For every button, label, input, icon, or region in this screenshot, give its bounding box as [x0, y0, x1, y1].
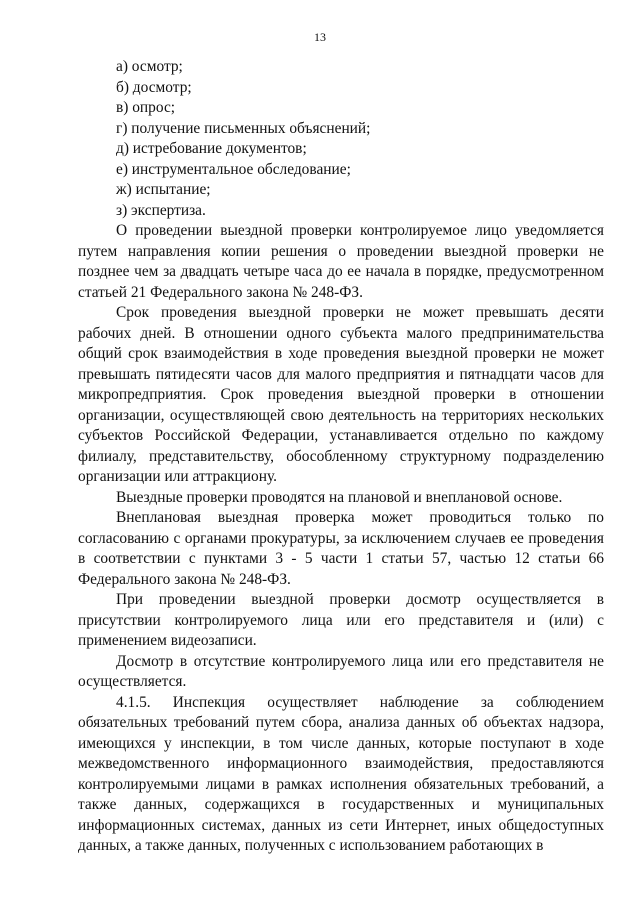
paragraph-4-1-5: 4.1.5. Инспекция осуществляет наблюдение за соблюдением обязательных требований путем сбора, анализа данных об объектах надзора, имеющихся у инспекции, в том числе данных, которые поступают в ходе межведомственного информационного взаимодействия, предоставляются контролируемыми лицами в рамках исполнения обязательных требований, а также данных, содержащихся в государственных и муниципальных информационных системах, данных из сети Интернет, иных общедоступных данных, а также данных, полученных с использованием работающих в [78, 693, 604, 854]
page-number: 13 [314, 30, 326, 44]
list-item-document-request: д) истребование документов; [116, 140, 307, 157]
paragraph-basis: Выездные проверки проводятся на плановой и внеплановой основе. [116, 488, 563, 506]
list-item-instrumental-examination: е) инструментальное обследование; [116, 160, 351, 178]
list-item-written-explanations: г) получение письменных объяснений; [116, 119, 371, 137]
list-item-interview: в) опрос; [116, 99, 176, 116]
list-item-testing: ж) испытание; [116, 181, 211, 198]
document-body [78, 57, 604, 857]
paragraph-search-absence: Досмотр в отсутствие контролируемого лица или его представителя не осуществляется. [78, 652, 604, 690]
paragraph-unscheduled: Внеплановая выездная проверка может проводиться только по согласованию с органами прокуратуры, за исключением случаев ее проведения в соответствии с пунктами 3 - 5 части 1 статьи 57, частью 12 статьи 66 Федерального закона № 248-ФЗ. [78, 509, 604, 588]
paragraph-notification: О проведении выездной проверки контролируемое лицо уведомляется путем направления копии решения о проведении выездной проверки не позднее чем за двадцать четыре часа до ее начала в порядке, предусмотренном статьей 21 Федерального закона № 248-ФЗ. [78, 222, 604, 301]
paragraph-search-presence: При проведении выездной проверки досмотр осуществляется в присутствии контролируемого лица или его представителя и (или) с применением видеозаписи. [78, 591, 604, 649]
paragraph-duration: Срок проведения выездной проверки не может превышать десяти рабочих дней. В отношении одного субъекта малого предпринимательства общий срок взаимодействия в ходе проведения выездной проверки не может превышать пятидесяти часов для малого предприятия и пятнадцати часов для микропредприятия. Срок проведения выездной проверки в отношении организации, осуществляющей свою деятельность на территориях нескольких субъектов Российской Федерации, устанавливается отдельно по каждому филиалу, представительству, обособленному структурному подразделению организации или аттракциону. [78, 304, 604, 485]
list-item-inspection: а) осмотр; [116, 58, 183, 75]
list-item-expertise: з) экспертиза. [116, 201, 206, 219]
list-item-search: б) досмотр; [116, 78, 192, 96]
